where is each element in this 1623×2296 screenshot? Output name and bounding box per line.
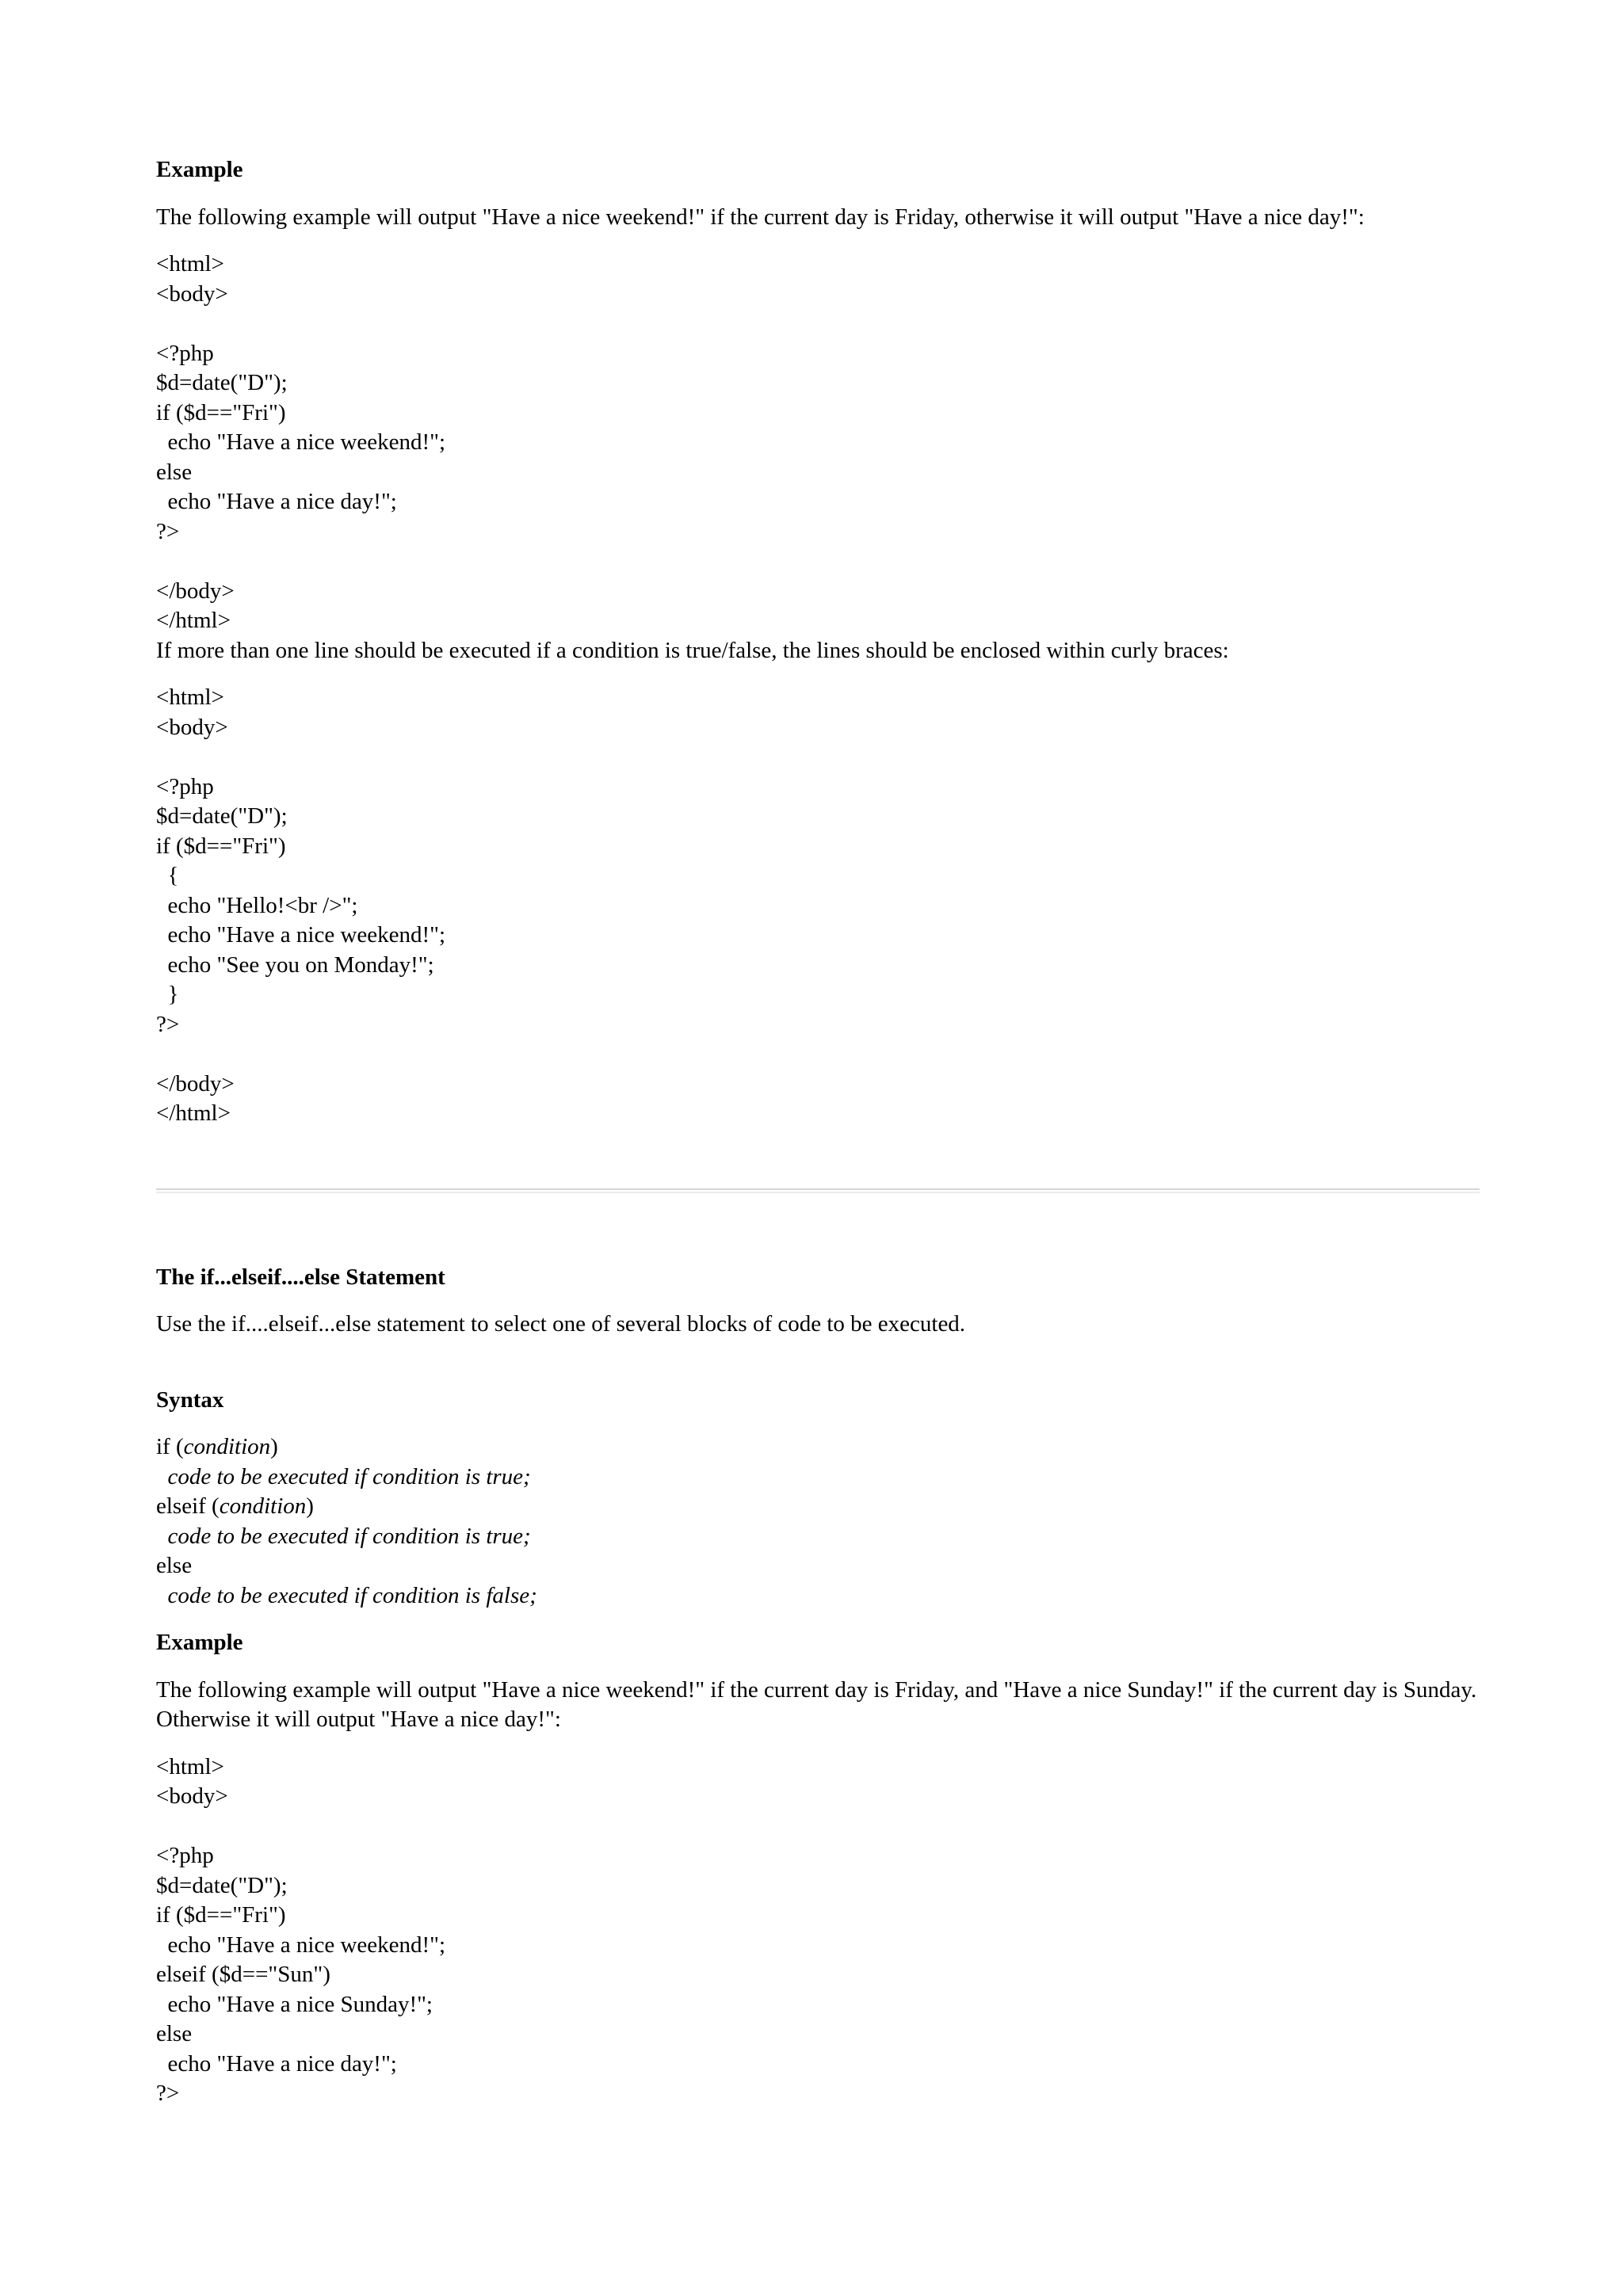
syntax-line-if: if (condition) — [156, 1434, 278, 1459]
code-line: $d=date("D"); — [156, 370, 288, 395]
code-line — [156, 1039, 1480, 1070]
curly-braces-note: If more than one line should be executed if a condition is true/false, the lines should be enclosed within curly braces: — [156, 637, 1229, 663]
code-line — [156, 1812, 1480, 1842]
code-line: <html> — [156, 251, 224, 277]
code-line: $d=date("D"); — [156, 803, 288, 829]
syntax-line-false: code to be executed if condition is false; — [167, 1582, 537, 1608]
elseif-heading: The if...elseif....else Statement — [156, 1264, 445, 1290]
code-line — [156, 309, 1480, 339]
code-block-3 — [156, 1753, 1480, 2109]
syntax-line-true-1: code to be executed if condition is true; — [167, 1463, 531, 1489]
code-line: <html> — [156, 1753, 224, 1779]
code-line: echo "See you on Monday!"; — [156, 952, 434, 978]
code-line: { — [156, 863, 179, 888]
code-line: if ($d=="Fri") — [156, 1902, 286, 1928]
code-block-2 — [156, 683, 1480, 1129]
document-page — [156, 155, 1480, 2109]
syntax-line-elseif: elseif (condition) — [156, 1493, 314, 1519]
code-line: </body> — [156, 578, 235, 604]
code-line: echo "Have a nice day!"; — [156, 2050, 397, 2077]
code-line: <?php — [156, 340, 214, 366]
code-line: echo "Have a nice Sunday!"; — [156, 1991, 433, 2017]
code-line: <body> — [156, 714, 228, 740]
code-line: <?php — [156, 773, 214, 799]
code-line: </body> — [156, 1070, 235, 1097]
code-line: <html> — [156, 685, 224, 710]
code-line: else — [156, 2021, 193, 2046]
code-line: </html> — [156, 1100, 231, 1126]
example-heading: Example — [156, 157, 243, 182]
code-line: echo "Have a nice weekend!"; — [156, 1932, 446, 1958]
code-line: if ($d=="Fri") — [156, 833, 286, 859]
syntax-line-else: else — [156, 1553, 193, 1578]
code-line: $d=date("D"); — [156, 1872, 288, 1898]
code-line: echo "Hello!<br />"; — [156, 892, 358, 918]
code-line: if ($d=="Fri") — [156, 399, 286, 425]
syntax-heading: Syntax — [156, 1386, 224, 1413]
code-line: ?> — [156, 518, 180, 544]
code-line — [156, 547, 1480, 577]
code-line: </html> — [156, 608, 231, 633]
example-intro-2: The following example will output "Have a nice weekend!" if the current day is Friday, and "Have a nice Sunday!" if the current day is Sunday. Otherwise it will output "Have a nice day!": — [156, 1676, 1477, 1732]
code-line: <?php — [156, 1843, 214, 1868]
code-line: elseif ($d=="Sun") — [156, 1962, 330, 1987]
example-intro: The following example will output "Have a nice weekend!" if the current day is Friday, otherwise it will output "Have a nice day!": — [156, 204, 1365, 230]
elseif-intro: Use the if....elseif...else statement to select one of several blocks of code to be executed. — [156, 1311, 966, 1337]
code-line — [156, 742, 1480, 772]
syntax-block — [156, 1432, 1480, 1611]
code-line: <body> — [156, 280, 228, 307]
code-line: } — [156, 982, 179, 1007]
example-heading-2: Example — [156, 1630, 243, 1655]
code-line: echo "Have a nice day!"; — [156, 489, 397, 514]
syntax-line-true-2: code to be executed if condition is true; — [167, 1523, 531, 1549]
code-line: echo "Have a nice weekend!"; — [156, 922, 446, 948]
code-line: ?> — [156, 1011, 180, 1037]
code-line: echo "Have a nice weekend!"; — [156, 429, 446, 455]
code-line: <body> — [156, 1783, 228, 1809]
code-line: else — [156, 459, 193, 485]
code-line: ?> — [156, 2081, 180, 2106]
code-block-1 — [156, 250, 1480, 636]
